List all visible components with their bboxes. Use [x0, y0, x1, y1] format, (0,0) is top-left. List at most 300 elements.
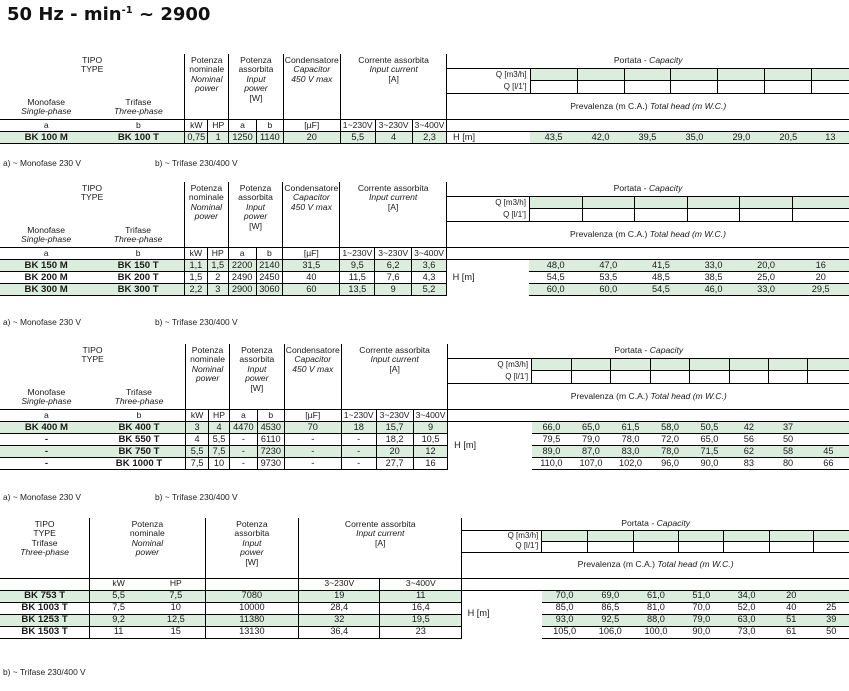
- head-value: 65,0: [571, 422, 611, 434]
- header-line: Single-phase: [21, 105, 72, 116]
- current-1-230-value: 5,5: [340, 132, 375, 144]
- table-row: [0, 590, 849, 602]
- hp-label: HP: [207, 248, 228, 260]
- head-unit-label: H [m]: [446, 260, 480, 296]
- table-row: [0, 422, 849, 434]
- header-row: [0, 344, 849, 358]
- kw-value: 7,5: [186, 458, 209, 470]
- head-value: 102,0: [611, 458, 651, 470]
- current-3-230-value: 15,7: [376, 422, 413, 434]
- flow-value: [611, 358, 651, 371]
- header-line: TIPO: [82, 55, 103, 65]
- current-3-230-value: 9: [375, 284, 412, 296]
- head-value: [813, 590, 849, 602]
- header-line: Condensatore: [285, 345, 340, 355]
- head-value: 86,5: [587, 602, 633, 614]
- header-line: power: [195, 373, 220, 384]
- unit-row: [0, 578, 849, 590]
- head-value: 71,5: [690, 446, 729, 458]
- capacity-header: Portata - Capacity: [446, 182, 849, 196]
- kw-value: 7,5: [90, 602, 147, 614]
- head-value: 72,0: [650, 434, 689, 446]
- head-value: 110,0: [532, 458, 572, 470]
- power-b-value: 2450: [256, 272, 283, 284]
- table-cell: [185, 94, 229, 120]
- table-cell: [184, 222, 228, 248]
- header-line: Potenza: [240, 55, 272, 65]
- kw-value: 11: [90, 626, 147, 638]
- flow-value: [813, 530, 849, 541]
- table-cell: [447, 120, 849, 132]
- v230-1-label: 1~230V: [341, 410, 376, 422]
- current-3-400-value: 3,6: [412, 260, 447, 272]
- flow-value: [813, 541, 849, 552]
- footnote-2: a) ~ Monofase 230 V b) ~ Trifase 230/400 V: [3, 317, 238, 327]
- table-cell: [0, 578, 90, 590]
- flow-value: [624, 68, 671, 81]
- pa-label: a: [229, 120, 257, 132]
- input-power-header: [229, 54, 284, 120]
- flow-value: [768, 371, 807, 384]
- head-value: 105,0: [542, 626, 588, 638]
- flow-value: [582, 196, 635, 209]
- table-cell: [186, 384, 230, 410]
- current-3-400-value: 5,2: [412, 284, 447, 296]
- nominal-power-header: [186, 344, 230, 384]
- capacitor-header: [284, 344, 341, 410]
- tipo-header: [0, 344, 186, 384]
- table-row: [0, 458, 849, 470]
- input-power-header: [228, 182, 283, 248]
- current-3-230-value: 19: [299, 590, 380, 602]
- model-single-phase: -: [0, 434, 93, 446]
- head-value: 61,5: [611, 422, 651, 434]
- kw-label: kW: [90, 578, 147, 590]
- trifase-header: [93, 384, 186, 410]
- header-row: [0, 518, 849, 530]
- flow-value: [729, 358, 768, 371]
- head-unit-label: H [m]: [462, 590, 495, 638]
- flow-value: [624, 81, 671, 94]
- input-power-header: [229, 344, 284, 410]
- model-single-phase: BK 300 M: [0, 284, 92, 296]
- power-a-value: 2900: [228, 284, 256, 296]
- header-line: [W]: [250, 382, 264, 393]
- kw-label: kW: [186, 410, 209, 422]
- head-value: 38,5: [687, 272, 740, 284]
- capacitor-value: 60: [283, 284, 340, 296]
- header-line: TIPO: [82, 345, 103, 355]
- header-line: Monofase: [27, 224, 65, 235]
- model-three-phase: BK 550 T: [93, 434, 186, 446]
- capacitor-value: 40: [283, 272, 340, 284]
- header-line: Potenza: [190, 183, 223, 193]
- model-three-phase: BK 300 T: [92, 284, 184, 296]
- footnote-1: [3, 158, 238, 168]
- v400-3-label: 3~400V: [413, 410, 448, 422]
- pa-label: a: [228, 248, 256, 260]
- header-line: [A]: [374, 537, 386, 548]
- col-a-label: a: [0, 410, 93, 422]
- head-value: 79,0: [679, 614, 724, 626]
- header-line: 450 V max: [291, 73, 333, 84]
- header-line: [A]: [388, 73, 399, 84]
- portata-label: Portata: [613, 183, 642, 194]
- head-value: 70,0: [679, 602, 724, 614]
- head-value: 25,0: [740, 272, 793, 284]
- v230-3-label: 3~230V: [376, 410, 413, 422]
- header-line: Condensatore: [284, 55, 339, 65]
- total-head-header: [462, 552, 849, 578]
- model-three-phase: BK 200 T: [92, 272, 184, 284]
- v230-3-label: 3~230V: [299, 578, 380, 590]
- head-value: 65,0: [690, 434, 729, 446]
- head-value: 79,0: [571, 434, 611, 446]
- capacitor-value: 31,5: [283, 260, 340, 272]
- head-value: 54,5: [529, 272, 582, 284]
- flow-value: [529, 196, 582, 209]
- current-3-230-value: 4: [375, 132, 412, 144]
- model-three-phase: BK 1000 T: [93, 458, 186, 470]
- note-trifase: b) ~ Trifase 230/400 V: [154, 158, 238, 168]
- kw-label: kW: [184, 248, 207, 260]
- head-value: 58,0: [650, 422, 689, 434]
- performance-table-3: [0, 344, 849, 470]
- power-a-value: 2490: [228, 272, 256, 284]
- table-cell: [462, 578, 849, 590]
- pb-label: b: [256, 248, 283, 260]
- portata-label: Portata: [621, 518, 649, 529]
- header-line: nominale: [188, 192, 224, 203]
- head-value: 16: [792, 260, 849, 272]
- head-value: 100,0: [633, 626, 679, 638]
- header-line: Input: [247, 363, 267, 374]
- head-value: 39,5: [624, 132, 671, 144]
- current-3-230-value: 27,7: [376, 458, 413, 470]
- header-line: Monofase: [27, 96, 66, 107]
- power-a-value: 4470: [229, 422, 257, 434]
- model-single-phase: -: [0, 458, 93, 470]
- header-line: Three-phase: [20, 547, 69, 558]
- footnote-3: a) ~ Monofase 230 V b) ~ Trifase 230/400 V: [3, 492, 238, 502]
- head-value: 50,5: [690, 422, 729, 434]
- flow-value: [650, 371, 689, 384]
- current-3-400-value: 19,5: [380, 614, 462, 626]
- flow-value: [765, 68, 812, 81]
- head-value: 70,0: [542, 590, 588, 602]
- header-line: Input: [245, 201, 266, 212]
- flow-value: [812, 68, 849, 81]
- kw-value: 9,2: [90, 614, 147, 626]
- current-3-400-value: 16: [413, 458, 448, 470]
- head-value: 60,0: [582, 284, 635, 296]
- input-power-value: 11380: [205, 614, 299, 626]
- total-head-header: [448, 384, 849, 410]
- head-value: 20,5: [765, 132, 812, 144]
- head-value: 42: [729, 422, 768, 434]
- header-line: assorbita: [238, 64, 274, 75]
- header-line: Capacitor: [293, 64, 331, 75]
- model-three-phase: BK 1503 T: [0, 626, 90, 638]
- head-value: 51,0: [679, 590, 724, 602]
- capacity-label: Capacity: [649, 55, 683, 66]
- flow-value: [532, 358, 572, 371]
- head-value: 106,0: [587, 626, 633, 638]
- flow-value: [718, 81, 765, 94]
- capacitor-value: 70: [284, 422, 341, 434]
- performance-table-1: [0, 54, 849, 144]
- nominal-power-header: [184, 182, 228, 222]
- current-3-230-value: 32: [299, 614, 380, 626]
- col-a-label: a: [0, 248, 92, 260]
- head-value: 66,0: [532, 422, 572, 434]
- header-line: Single-phase: [21, 233, 72, 244]
- head-value: 48,0: [529, 260, 582, 272]
- head-value: 13: [812, 132, 849, 144]
- v230-3-label: 3~230V: [375, 248, 412, 260]
- power-a-value: 2200: [228, 260, 256, 272]
- tipo-header: [0, 518, 90, 578]
- prevalenza-label: Prevalenza (m C.A.): [569, 229, 648, 240]
- hp-value: 7,5: [147, 590, 205, 602]
- flow-value: [769, 541, 813, 552]
- current-3-400-value: 23: [380, 626, 462, 638]
- flow-value: [582, 209, 635, 222]
- header-line: nominale: [190, 354, 225, 365]
- model-single-phase: BK 150 M: [0, 260, 92, 272]
- head-unit-label: H [m]: [447, 132, 481, 144]
- flow-value: [529, 209, 582, 222]
- header-line: Corrente assorbita: [344, 519, 416, 529]
- flow-value: [577, 81, 624, 94]
- pb-label: b: [257, 410, 284, 422]
- portata-label: Portata: [614, 345, 643, 356]
- spacer: [480, 260, 529, 296]
- header-row: [0, 182, 849, 196]
- header-line: TYPE: [81, 354, 104, 365]
- head-value: 61,0: [633, 590, 679, 602]
- model-single-phase: BK 100 M: [0, 132, 92, 144]
- col-b-label: b: [93, 410, 186, 422]
- head-value: 61: [769, 626, 813, 638]
- monofase-header: [0, 384, 93, 410]
- prevalenza-label: Prevalenza (m C.A.): [570, 391, 649, 402]
- current-3-400-value: 9: [413, 422, 448, 434]
- head-value: 90,0: [690, 458, 729, 470]
- flow-value: [729, 371, 768, 384]
- head-value: 88,0: [633, 614, 679, 626]
- head-value: 43,5: [530, 132, 577, 144]
- input-power-value: 13130: [205, 626, 299, 638]
- header-line: [W]: [249, 220, 262, 231]
- uf-label: [µF]: [283, 120, 340, 132]
- current-1-230-value: 9,5: [340, 260, 375, 272]
- model-three-phase: BK 400 T: [93, 422, 186, 434]
- current-3-400-value: 11: [380, 590, 462, 602]
- v400-3-label: 3~400V: [412, 248, 447, 260]
- header-line: Capacitor: [292, 192, 330, 203]
- head-value: 34,0: [724, 590, 769, 602]
- hp-value: 3: [207, 284, 228, 296]
- head-value: 33,0: [687, 260, 740, 272]
- flow-value: [792, 209, 849, 222]
- v400-3-label: 3~400V: [412, 120, 447, 132]
- kw-value: 1,5: [184, 272, 207, 284]
- head-value: 46,0: [687, 284, 740, 296]
- head-value: 87,0: [571, 446, 611, 458]
- header-line: TYPE: [80, 64, 104, 75]
- header-line: Input: [246, 73, 266, 84]
- flow-value: [635, 209, 688, 222]
- flow-value: [808, 358, 849, 371]
- power-a-value: -: [229, 434, 257, 446]
- head-value: 41,5: [635, 260, 688, 272]
- hp-value: 12,5: [147, 614, 205, 626]
- capacitor-value: -: [284, 434, 341, 446]
- head-value: 81,0: [633, 602, 679, 614]
- v230-3-label: 3~230V: [375, 120, 412, 132]
- head-value: 53,5: [582, 272, 635, 284]
- performance-table-2: [0, 182, 849, 296]
- table-row: [0, 446, 849, 458]
- table-cell: [205, 578, 299, 590]
- head-value: 20: [792, 272, 849, 284]
- kw-value: 0,75: [185, 132, 208, 144]
- flow-value: [587, 530, 633, 541]
- header-line: Trifase: [125, 224, 152, 235]
- uf-label: [µF]: [283, 248, 340, 260]
- portata-label: Portata: [613, 55, 642, 66]
- head-value: 48,5: [635, 272, 688, 284]
- unit-row: [0, 248, 849, 260]
- header-line: assorbita: [239, 354, 275, 365]
- head-value: 39: [813, 614, 849, 626]
- monofase-header: [0, 222, 92, 248]
- hp-value: 4: [209, 422, 230, 434]
- current-1-230-value: 18: [341, 422, 376, 434]
- hp-value: 2: [207, 272, 228, 284]
- col-b-label: b: [92, 248, 184, 260]
- capacitor-value: 20: [283, 132, 340, 144]
- header-line: assorbita: [234, 528, 270, 539]
- kw-value: 1,1: [184, 260, 207, 272]
- header-line: Nominal: [190, 73, 223, 84]
- hp-label: HP: [209, 410, 230, 422]
- head-value: 92,5: [587, 614, 633, 626]
- flow-value: [690, 371, 729, 384]
- nominal-power-header: [90, 518, 205, 578]
- flow-value: [812, 81, 849, 94]
- head-value: 45: [808, 446, 849, 458]
- kw-value: 3: [186, 422, 209, 434]
- current-3-400-value: 12: [413, 446, 448, 458]
- flow-value: [687, 196, 740, 209]
- pa-label: a: [229, 410, 257, 422]
- head-value: 52,0: [724, 602, 769, 614]
- power-a-value: -: [229, 446, 257, 458]
- hp-value: 15: [147, 626, 205, 638]
- header-line: Nominal: [190, 201, 223, 212]
- head-value: 58: [768, 446, 807, 458]
- header-line: power: [135, 547, 160, 558]
- total-head-label: Total head (m W.C.): [657, 559, 734, 570]
- header-line: Potenza: [131, 519, 164, 529]
- head-value: 90,0: [679, 626, 724, 638]
- pb-label: b: [256, 120, 283, 132]
- flow-value: [765, 81, 812, 94]
- current-1-230-value: 13,5: [340, 284, 375, 296]
- header-line: Potenza: [190, 55, 223, 65]
- q-ls-label: Q [l/1']: [462, 541, 542, 552]
- capacitor-header: [283, 54, 340, 120]
- header-line: Trifase: [125, 96, 152, 107]
- head-value: 20,0: [740, 260, 793, 272]
- q-m3h-label: Q [m3/h]: [462, 530, 542, 541]
- kw-value: 5,5: [186, 446, 209, 458]
- input-current-header: [340, 182, 447, 248]
- header-line: Potenza: [191, 345, 224, 355]
- header-line: Corrente assorbita: [358, 55, 429, 65]
- current-3-230-value: 7,6: [375, 272, 412, 284]
- capacity-header: Portata - Capacity: [447, 54, 849, 68]
- header-line: Capacitor: [294, 354, 332, 365]
- capacitor-header: [283, 182, 340, 248]
- header-line: power: [240, 547, 264, 558]
- monofase-header: [0, 94, 92, 120]
- model-single-phase: -: [0, 446, 93, 458]
- table-row: [0, 626, 849, 638]
- header-line: Potenza: [241, 345, 273, 355]
- hp-value: 10: [147, 602, 205, 614]
- input-power-header: [205, 518, 299, 578]
- head-value: 29,5: [792, 284, 849, 296]
- input-current-header: [299, 518, 462, 578]
- flow-value: [633, 530, 679, 541]
- current-3-230-value: 18,2: [376, 434, 413, 446]
- flow-value: [530, 68, 577, 81]
- q-ls-label: Q [l/1']: [446, 209, 529, 222]
- head-value: 96,0: [650, 458, 689, 470]
- q-m3h-label: Q [m3/h]: [447, 68, 530, 81]
- header-line: Three-phase: [114, 105, 163, 116]
- spacer: [482, 422, 532, 470]
- table-cell: [448, 410, 849, 422]
- current-1-230-value: -: [341, 434, 376, 446]
- header-line: Three-phase: [113, 233, 163, 244]
- prevalenza-label: Prevalenza (m C.A.): [577, 559, 655, 570]
- header-line: Condensatore: [284, 183, 339, 193]
- power-b-value: 1140: [256, 132, 283, 144]
- capacity-header: Portata - Capacity: [448, 344, 849, 358]
- nominal-power-header: [185, 54, 229, 94]
- header-line: Input current: [370, 354, 419, 365]
- v230-1-label: 1~230V: [340, 120, 375, 132]
- head-value: 50: [768, 434, 807, 446]
- head-value: 47,0: [582, 260, 635, 272]
- capacity-label: Capacity: [656, 518, 691, 529]
- power-b-value: 2140: [256, 260, 283, 272]
- header-line: 450 V max: [290, 201, 332, 212]
- head-value: 80: [768, 458, 807, 470]
- header-line: Monofase: [27, 386, 66, 397]
- v400-3-label: 3~400V: [380, 578, 462, 590]
- header-line: [A]: [387, 201, 399, 212]
- flow-value: [740, 196, 793, 209]
- header-line: Potenza: [236, 519, 268, 529]
- current-3-400-value: 16,4: [380, 602, 462, 614]
- q-m3h-label: Q [m3/h]: [448, 358, 532, 371]
- header-line: assorbita: [238, 192, 273, 203]
